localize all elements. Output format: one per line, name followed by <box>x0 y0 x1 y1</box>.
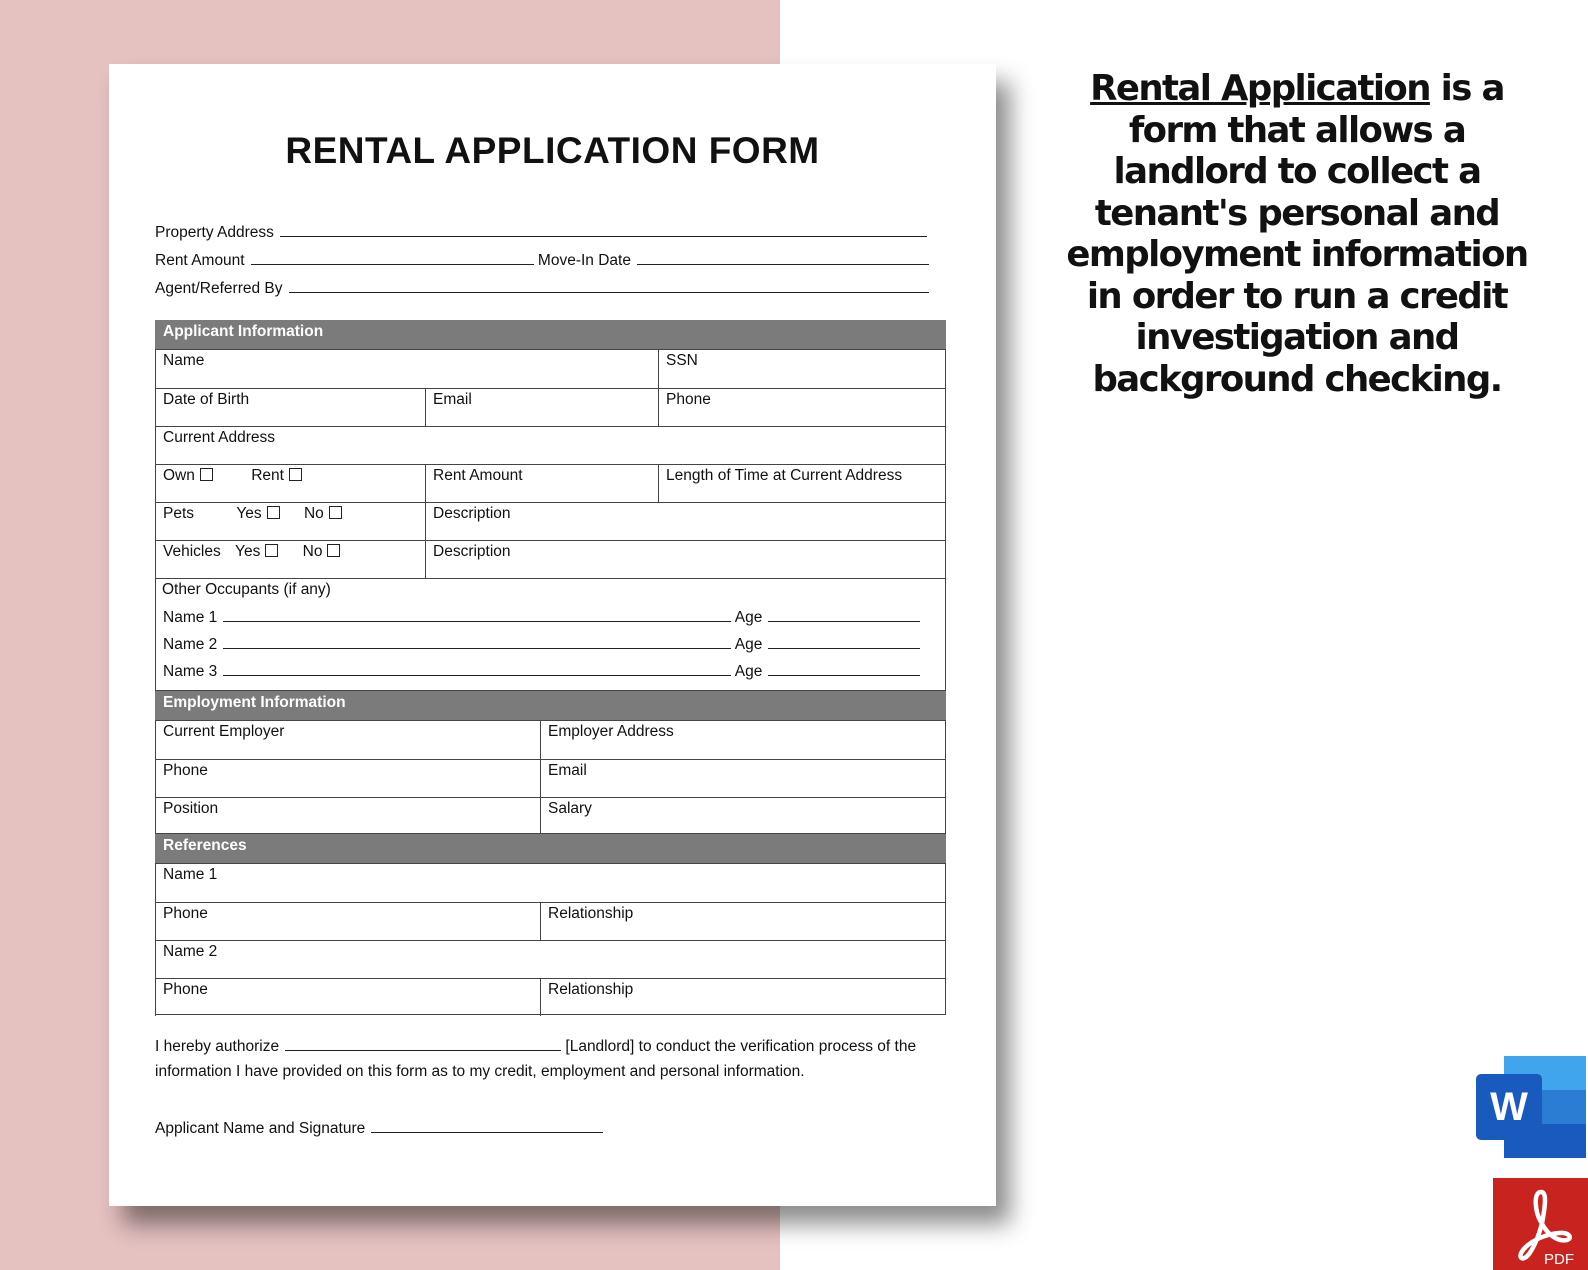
reference-relationship-2-cell[interactable]: Relationship <box>540 978 946 1016</box>
authorization-line-2: information I have provided on this form as to my credit, employment and personal information. <box>155 1063 805 1080</box>
pdf-icon-label: PDF <box>1544 1251 1574 1268</box>
ssn-cell[interactable]: SSN <box>658 350 946 388</box>
other-occupants-label: Other Occupants (if any) <box>162 581 331 598</box>
pets-no-checkbox[interactable] <box>329 506 342 519</box>
move-in-date-line[interactable] <box>637 250 929 265</box>
property-address-label: Property Address <box>155 224 274 241</box>
description-headline <box>1062 68 1532 400</box>
length-of-time-cell[interactable]: Length of Time at Current Address <box>658 464 946 502</box>
pets-yes-checkbox[interactable] <box>267 506 280 519</box>
vehicles-description-cell[interactable]: Description <box>425 540 946 578</box>
reference-phone-1-cell[interactable]: Phone <box>155 902 540 940</box>
pdf-icon[interactable] <box>1493 1178 1588 1270</box>
headline-underlined: Rental Application <box>1090 68 1430 109</box>
word-icon[interactable] <box>1476 1056 1586 1158</box>
position-cell[interactable]: Position <box>155 797 540 835</box>
form-title: RENTAL APPLICATION FORM <box>285 130 820 171</box>
reference-relationship-1-cell[interactable]: Relationship <box>540 902 946 940</box>
word-icon-letter: W <box>1490 1085 1528 1129</box>
occupant-age-line[interactable] <box>768 634 920 649</box>
references-section-header: References <box>155 834 946 864</box>
employer-address-cell[interactable]: Employer Address <box>540 721 946 759</box>
pets-cell: Pets Yes No <box>155 502 425 540</box>
rent-checkbox[interactable] <box>289 468 302 481</box>
current-employer-cell[interactable]: Current Employer <box>155 721 540 759</box>
occupant-name-line[interactable] <box>223 634 731 649</box>
rental-application-sheet <box>109 64 996 1206</box>
signature-line[interactable] <box>371 1118 603 1133</box>
salary-cell[interactable]: Salary <box>540 797 946 835</box>
rent-amount-row <box>155 250 929 270</box>
employment-email-cell[interactable]: Email <box>540 759 946 797</box>
agent-referred-line[interactable] <box>289 278 929 293</box>
rent-amount-label: Rent Amount <box>155 252 245 269</box>
own-rent-cell: Own Rent <box>155 464 425 502</box>
vehicles-cell: Vehicles Yes No <box>155 540 425 578</box>
property-address-line[interactable] <box>280 222 927 237</box>
applicant-email-cell[interactable]: Email <box>425 388 665 426</box>
current-rent-amount-cell[interactable]: Rent Amount <box>425 464 665 502</box>
reference-name-1-cell[interactable]: Name 1 <box>155 864 946 902</box>
applicant-section-header: Applicant Information <box>155 320 946 350</box>
vehicles-yes-checkbox[interactable] <box>265 544 278 557</box>
occupant-row-2: Name 2 Age <box>163 634 920 654</box>
references-table <box>155 863 946 1015</box>
occupant-name-line[interactable] <box>223 661 731 676</box>
occupant-row-3: Name 3 Age <box>163 661 920 681</box>
dob-cell[interactable]: Date of Birth <box>155 388 425 426</box>
reference-phone-2-cell[interactable]: Phone <box>155 978 540 1016</box>
authorization-line-1: I hereby authorize [Landlord] to conduct the verification process of the <box>155 1038 917 1055</box>
applicant-table <box>155 349 946 691</box>
pets-description-cell[interactable]: Description <box>425 502 946 540</box>
vehicles-no-checkbox[interactable] <box>327 544 340 557</box>
current-address-cell[interactable]: Current Address <box>155 426 946 464</box>
reference-name-2-cell[interactable]: Name 2 <box>155 940 946 978</box>
occupant-name-line[interactable] <box>223 607 731 622</box>
occupant-row-1: Name 1 Age <box>163 607 920 627</box>
employment-phone-cell[interactable]: Phone <box>155 759 540 797</box>
property-address-row <box>155 222 927 242</box>
headline-rest: is a form that allows a landlord to collect a tenant's personal and employment information in order to run a credit investigation and background checking. <box>1066 68 1528 400</box>
signature-row: Applicant Name and Signature <box>155 1118 603 1138</box>
employment-section-header: Employment Information <box>155 691 946 721</box>
employment-table <box>155 720 946 834</box>
move-in-date-label: Move-In Date <box>537 252 631 269</box>
rent-amount-line[interactable] <box>251 250 534 265</box>
agent-row <box>155 278 929 298</box>
agent-referred-label: Agent/Referred By <box>155 280 283 297</box>
landlord-name-line[interactable] <box>285 1036 561 1051</box>
occupant-age-line[interactable] <box>768 607 920 622</box>
applicant-phone-cell[interactable]: Phone <box>658 388 946 426</box>
own-checkbox[interactable] <box>200 468 213 481</box>
occupant-age-line[interactable] <box>768 661 920 676</box>
name-cell[interactable]: Name <box>155 350 658 388</box>
